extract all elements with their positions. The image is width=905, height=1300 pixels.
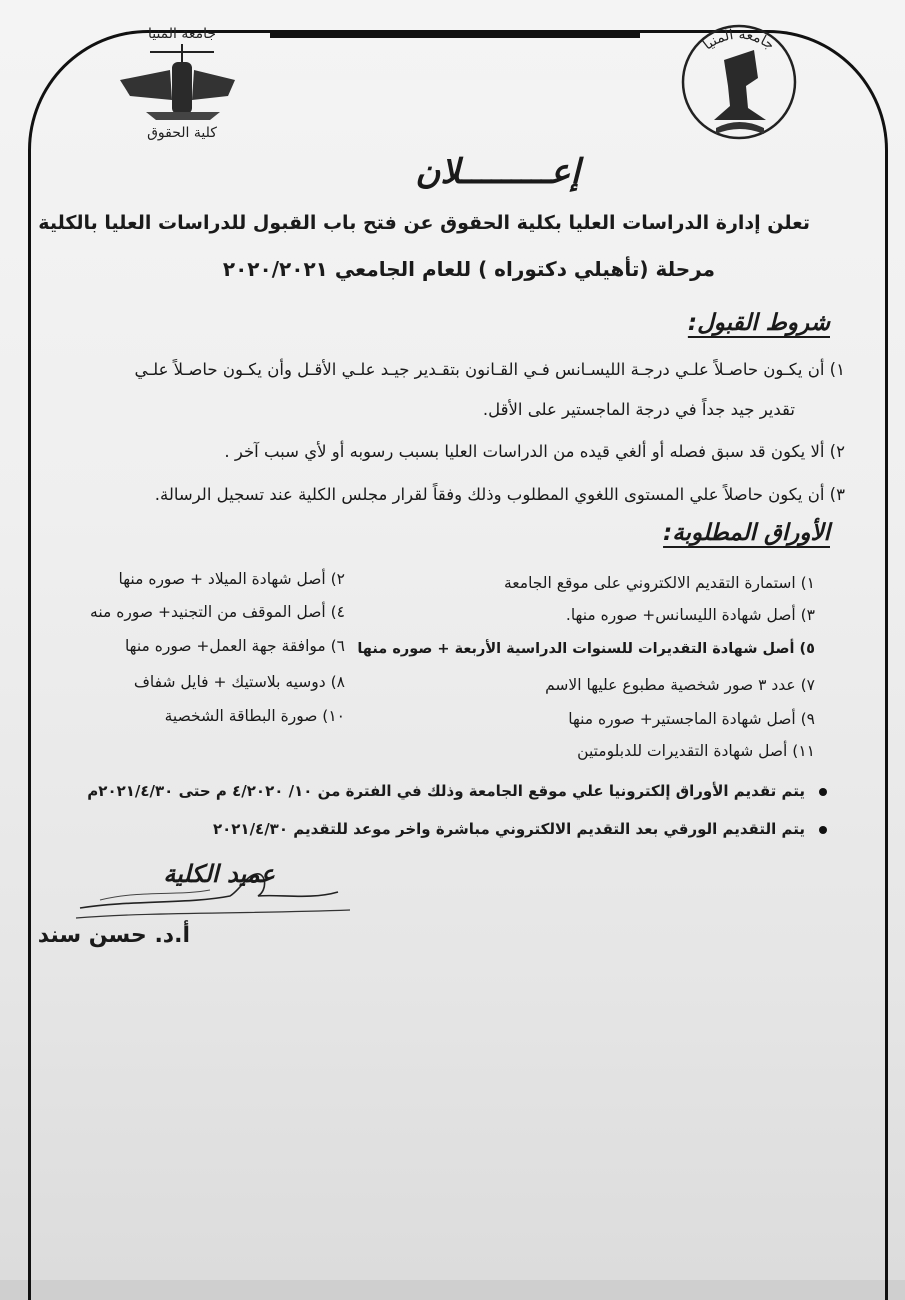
condition-item: ٣) أن يكون حاصلاً علي المستوى اللغوي المطلوب وذلك وفقاً لقرار مجلس الكلية عند تسجيل الرسالة.	[154, 485, 845, 504]
university-logo	[672, 20, 807, 142]
document-item: ٧) عدد ٣ صور شخصية مطبوع عليها الاسم	[545, 676, 815, 694]
condition-item: تقدير جيد جداً في درجة الماجستير على الأقل.	[482, 400, 795, 419]
condition-item: ٢) ألا يكون قد سبق فصله أو ألغي قيده من الدراسات العليا بسبب رسوبه أو لأي سبب آخر .	[224, 442, 845, 461]
documents-heading: الأوراق المطلوبة:	[663, 520, 830, 546]
document-item: ١٠) صورة البطاقة الشخصية	[164, 707, 345, 725]
note-text: يتم تقديم الأوراق إلكترونيا علي موقع الجامعة وذلك في الفترة من ١٠/ ٤/٢٠٢٠ م حتى ٢٠٢١/٤/٣٠م	[87, 782, 805, 800]
announcement-intro: تعلن إدارة الدراسات العليا بكلية الحقوق عن فتح باب القبول للدراسات العليا بالكلية	[38, 212, 810, 234]
document-item: ٤) أصل الموقف من التجنيد+ صوره منه	[90, 603, 345, 621]
document-item: ٣) أصل شهادة الليسانس+ صوره منها.	[565, 606, 815, 624]
university-logo-text: جامعة المنيا	[700, 26, 778, 54]
condition-item: ١) أن يكـون حاصـلاً علـي درجـة الليسـانس فـي القـانون بتقـدير جيـد علـي الأقـل وأن يكـون حاصـلاً علـي	[134, 360, 845, 379]
faculty-logo-bottom-text: كلية الحقوق	[147, 125, 217, 141]
document-item: ٦) موافقة جهة العمل+ صوره منها	[124, 637, 345, 655]
document-item: ٨) دوسيه بلاستيك + فايل شفاف	[133, 673, 345, 691]
announcement-title: إعـــــــــلان	[415, 152, 580, 192]
bullet-icon	[819, 826, 827, 834]
dean-title: عميد الكلية	[163, 860, 275, 888]
faculty-logo-top-text: جامعة المنيا	[147, 26, 217, 42]
note-item	[213, 820, 827, 838]
document-item: ٩) أصل شهادة الماجستير+ صوره منها	[568, 710, 815, 728]
conditions-heading: شروط القبول:	[687, 310, 830, 336]
document-item: ١١) أصل شهادة التقديرات للدبلومتين	[577, 742, 815, 760]
announcement-stage: مرحلة (تأهيلي دكتوراه ) للعام الجامعي ٢٠٢٠/٢٠٢١	[222, 257, 715, 281]
note-text: يتم التقديم الورقي بعد التقديم الالكتروني مباشرة واخر موعد للتقديم ٢٠٢١/٤/٣٠	[212, 820, 805, 838]
document-item: ٢) أصل شهادة الميلاد + صوره منها	[118, 570, 345, 588]
document-item: ١) استمارة التقديم الالكتروني على موقع الجامعة	[503, 574, 815, 592]
top-decorative-bar	[270, 33, 640, 38]
svg-text:جامعة المنيا	[700, 27, 777, 54]
document-item: ٥) أصل شهادة التقديرات للسنوات الدراسية الأربعة + صوره منها	[357, 641, 815, 657]
faculty-logo	[110, 22, 245, 142]
note-item	[87, 782, 827, 800]
dean-name: أ.د. حسن سند	[37, 923, 190, 948]
bullet-icon	[819, 788, 827, 796]
